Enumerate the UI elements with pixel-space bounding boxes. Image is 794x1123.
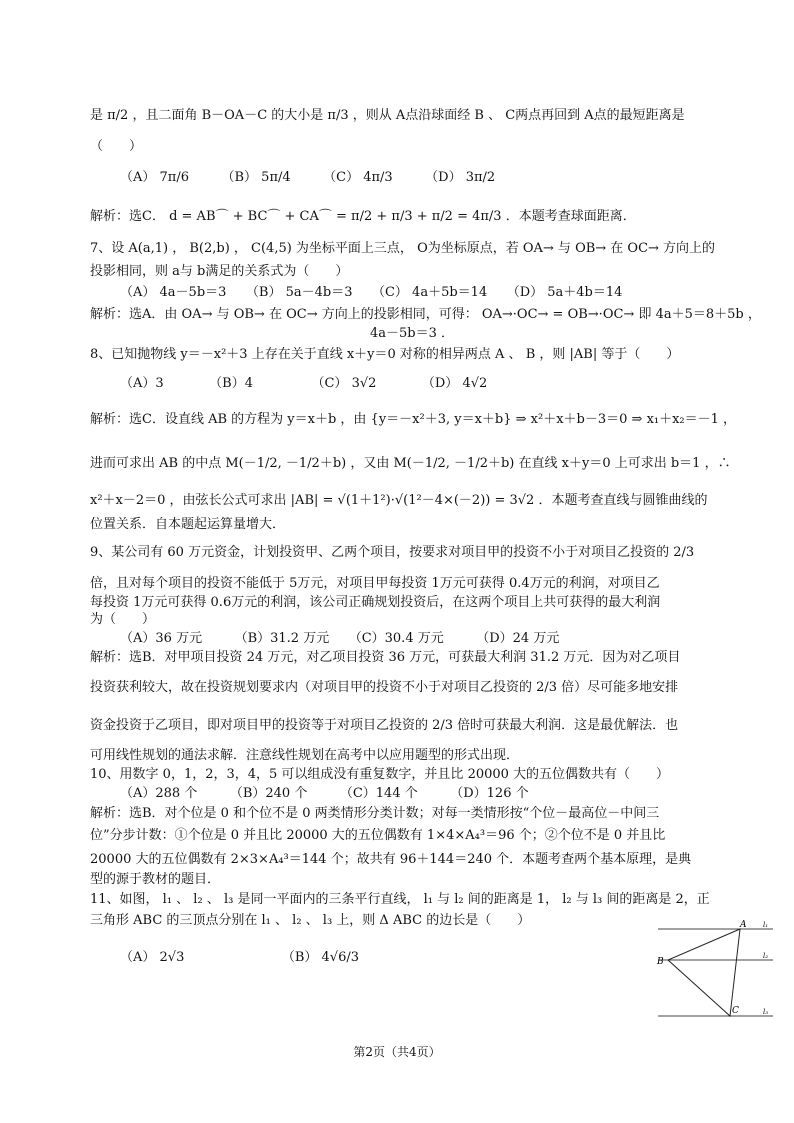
q11-options: （A） 2√3 （B） 4√6/3: [120, 950, 360, 965]
q7-solution-1: 解析：选A．由 OA→ 与 OB→ 在 OC→ 方向上的投影相同，可得： OA→·OC→ = OB→·OC→ 即 4a＋5＝8＋5b ，: [90, 307, 761, 322]
page-footer: 第2页（共4页）: [353, 1045, 441, 1059]
q8-stem: 8、已知抛物线 y＝－x²＋3 上存在关于直线 x＋y＝0 对称的相异两点 A 、 B ，则 |AB| 等于（ ）: [90, 347, 680, 362]
q9-stem-1: 9、某公司有 60 万元资金，计划投资甲、乙两个项目，按要求对项目甲的投资不小于对项目乙投资的 2/3: [90, 545, 695, 560]
q8-solution-1: 解析：选C．设直线 AB 的方程为 y＝x＋b ，由 {y＝－x²＋3, y＝x＋b} ⇒ x²＋x＋b－3＝0 ⇒ x₁＋x₂＝－1 ，: [90, 412, 737, 427]
q7-stem-1: 7、设 A(a,1) ， B(2,b) ， C(4,5) 为坐标平面上三点， O为坐标原点，若 OA→ 与 OB→ 在 OC→ 方向上的: [90, 241, 716, 256]
q11-stem-1: 11、如图， l₁ 、 l₂ 、 l₃ 是同一平面内的三条平行直线， l₁ 与 l₂ 间的距离是 1， l₂ 与 l₃ 间的距离是 2，正: [90, 892, 710, 907]
q9-solution-4: 可用线性规划的通法求解．注意线性规划在高考中以应用题型的形式出现．: [90, 748, 520, 763]
q8-solution-4: 位置关系．自本题起运算量增大．: [90, 517, 286, 532]
q9-options: （A）36 万元 （B）31.2 万元 （C）30.4 万元 （D）24 万元: [120, 631, 560, 646]
q8-solution-2: 进而可求出 AB 的中点 M(－1/2, －1/2＋b) ，又由 M(－1/2, －1/2＋b) 在直线 x＋y＝0 上可求出 b＝1 ，∴: [90, 456, 731, 471]
q10-stem: 10、用数字 0，1，2，3，4，5 可以组成没有重复数字，并且比 20000 大的五位偶数共有（ ）: [90, 767, 670, 782]
q6-options: （A） 7π/6 （B） 5π/4 （C） 4π/3 （D） 3π/2: [120, 170, 496, 185]
q9-stem-4: 为（ ）: [90, 612, 156, 627]
q8-solution-3: x²＋x－2＝0 ，由弦长公式可求出 |AB| = √(1＋1²)·√(1²－4×(－2)) = 3√2 ．本题考查直线与圆锥曲线的: [90, 493, 708, 508]
q6-solution: 解析：选C． d = AB⌒ + BC⌒ + CA⌒ = π/2 + π/3 + π/2 = 4π/3 ．本题考查球面距离．: [90, 209, 636, 224]
label-b: B: [657, 957, 664, 967]
q7-options: （A） 4a－5b＝3 （B） 5a－4b＝3 （C） 4a＋5b＝14 （D） 5a＋4b＝14: [120, 285, 623, 300]
q10-solution-3: 20000 大的五位偶数有 2×3×A₄³＝144 个；故共有 96＋144＝240 个．本题考查两个基本原理，是典: [90, 852, 692, 867]
q7-stem-2: 投影相同，则 a与 b满足的关系式为（ ）: [90, 264, 349, 279]
triangle-figure: [648, 918, 778, 1028]
triangle-abc: [668, 929, 740, 1016]
label-l1: l₁: [763, 921, 769, 929]
text-line-1: 是 π/2 ，且二面角 B－OA－C 的大小是 π/3 ，则从 A点沿球面经 B 、 C两点再回到 A点的最短距离是: [90, 108, 685, 123]
q9-stem-3: 每投资 1万元可获得 0.6万元的利润，该公司正确规划投资后，在这两个项目上共可获得的最大利润: [90, 595, 661, 610]
label-l3: l₃: [763, 1008, 769, 1016]
q7-solution-2: 4a－5b＝3 ．: [370, 326, 455, 341]
q11-stem-2: 三角形 ABC 的三顶点分别在 l₁ 、 l₂ 、 l₃ 上，则 Δ ABC 的边长是（ ）: [90, 913, 531, 928]
q9-solution-2: 投资获利较大，故在投资规划要求内（对项目甲的投资不小于对项目乙投资的 2/3 倍）尽可能多地安排: [90, 680, 679, 695]
label-l2: l₂: [763, 952, 769, 960]
text-line-2: （ ）: [90, 139, 143, 154]
q10-solution-4: 型的源于教材的题目．: [90, 872, 221, 887]
q9-solution-1: 解析：选B．对甲项目投资 24 万元，对乙项目投资 36 万元，可获最大利润 31.2 万元．因为对乙项目: [90, 650, 681, 665]
q9-solution-3: 资金投资于乙项目，即对项目甲的投资等于对项目乙投资的 2/3 倍时可获最大利润．这是最优解法．也: [90, 718, 679, 733]
q8-options: （A）3 （B）4 （C） 3√2 （D） 4√2: [120, 376, 488, 391]
q10-options: （A）288 个 （B）240 个 （C）144 个 （D）126 个: [120, 786, 529, 801]
q10-solution-1: 解析：选B．对个位是 0 和个位不是 0 两类情形分类计数；对每一类情形按“个位－最高位－中间三: [90, 806, 660, 821]
label-c: C: [732, 1006, 739, 1016]
label-a: A: [740, 920, 747, 930]
q9-stem-2: 倍，且对每个项目的投资不能低于 5万元，对项目甲每投资 1万元可获得 0.4万元的利润，对项目乙: [90, 576, 660, 591]
q10-solution-2: 位”分步计数：①个位是 0 并且比 20000 大的五位偶数有 1×4×A₄³＝96 个；②个位不是 0 并且比: [90, 828, 666, 843]
